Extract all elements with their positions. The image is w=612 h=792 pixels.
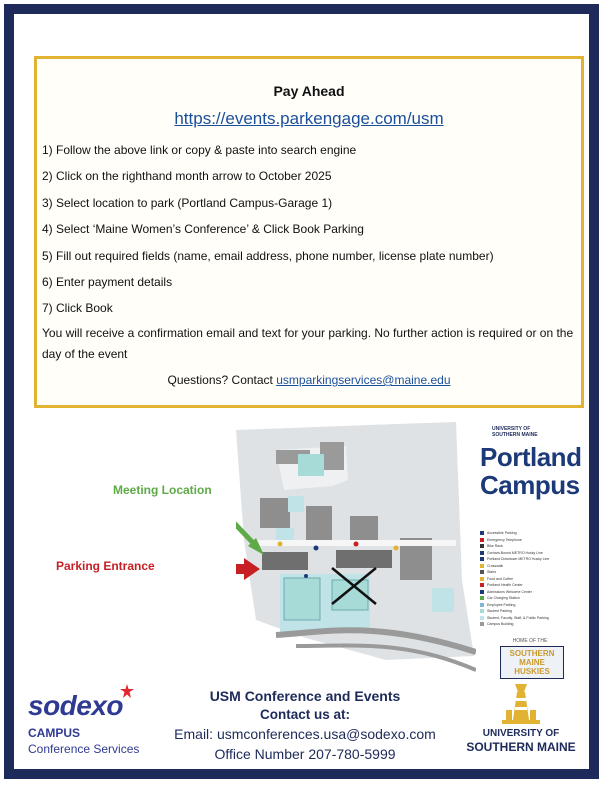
bldg-wishcamper — [336, 550, 392, 568]
questions-prefix: Questions? Contact — [167, 373, 277, 387]
sodexo-services-text: Conference Services — [28, 742, 140, 756]
bldg-center — [306, 506, 332, 540]
campus-legend-panel — [478, 420, 582, 690]
contact-email[interactable]: Email: usmconferences.usa@sodexo.com — [174, 726, 436, 742]
public-parking-swatch — [480, 616, 484, 620]
car-charging-swatch — [480, 596, 484, 600]
meeting-location-label: Meeting Location — [113, 483, 212, 497]
step-7: 7) Click Book — [42, 301, 113, 316]
steps-list — [42, 137, 575, 322]
campus-map — [236, 420, 476, 672]
marker-4 — [354, 542, 359, 547]
downtown-line-swatch — [480, 557, 484, 561]
questions-line — [37, 373, 581, 387]
legend-item: Car Charging Station — [480, 595, 549, 602]
step-1: 1) Follow the above link or copy & paste into search engine — [42, 143, 357, 157]
legend-item: Admissions Welcome Center — [480, 589, 549, 596]
parking-services-email-link[interactable]: usmparkingservices@maine.edu — [276, 373, 451, 387]
step-6: 6) Enter payment details — [42, 274, 173, 289]
legend-item: Gorham-Bound METRO Husky Line — [480, 550, 549, 557]
legend-item: Accessible Parking — [480, 530, 549, 537]
bike-rack-swatch — [480, 544, 484, 548]
bldg-abromson — [262, 552, 308, 570]
gorham-line-swatch — [480, 551, 484, 555]
campus-building-swatch — [480, 622, 484, 626]
usm-logo-line1: UNIVERSITY OF — [482, 728, 560, 739]
sodexo-campus-text: CAMPUS — [28, 726, 81, 740]
usm-logo-line2: SOUTHERN MAINE — [466, 740, 576, 754]
emergency-telephone-swatch — [480, 538, 484, 542]
contact-block — [165, 686, 445, 764]
crosswalk-swatch — [480, 564, 484, 568]
student-parking-swatch — [480, 609, 484, 613]
legend-item: Student, Faculty, Staff, & Public Parking — [480, 615, 549, 622]
marker-3 — [394, 546, 399, 551]
lot-lower-right — [432, 588, 454, 612]
admissions-swatch — [480, 590, 484, 594]
pay-ahead-title: Pay Ahead — [273, 83, 345, 99]
legend-item: Crosswalk — [480, 563, 549, 570]
parking-entrance-label: Parking Entrance — [56, 559, 155, 573]
food-coffee-swatch — [480, 577, 484, 581]
usm-small-title: UNIVERSITY OF SOUTHERN MAINE — [492, 426, 538, 438]
step-4: 4) Select ‘Maine Women’s Conference’ & Click Book Parking — [42, 222, 364, 237]
legend-item: Stairs — [480, 569, 549, 576]
step-5: 5) Fill out required fields (name, email address, phone number, license plate number) — [42, 248, 494, 263]
legend-item: Food and Coffee — [480, 576, 549, 583]
marker-1 — [278, 542, 283, 547]
home-of-text: HOME OF THE — [512, 638, 548, 644]
parkengage-link[interactable]: https://events.parkengage.com/usm — [174, 109, 444, 128]
pay-ahead-panel — [34, 56, 584, 408]
sodexo-wordmark: sodexo — [28, 690, 124, 721]
contact-subheading: Contact us at: — [259, 707, 350, 722]
stairs-swatch — [480, 570, 484, 574]
accessible-parking-swatch — [480, 531, 484, 535]
contact-heading: USM Conference and Events — [209, 688, 401, 704]
campus-title: Campus — [480, 470, 580, 500]
bldg-portland-commons — [350, 516, 378, 540]
legend-item: Campus Building — [480, 621, 549, 628]
map-legend — [480, 530, 549, 628]
legend-item: Employee Parking — [480, 602, 549, 609]
bldg-luther — [260, 498, 290, 528]
employee-parking-swatch — [480, 603, 484, 607]
lot-small-1 — [288, 496, 304, 512]
contact-phone: Office Number 207-780-5999 — [214, 746, 396, 762]
garage-1 — [284, 578, 320, 620]
legend-item: Emergency Telephone — [480, 537, 549, 544]
legend-item: Student Parking — [480, 608, 549, 615]
lot-right — [332, 580, 368, 610]
legend-item: Portland Health Center — [480, 582, 549, 589]
huskies-logo: SOUTHERN MAINE HUSKIES — [500, 646, 564, 679]
usm-lighthouse-icon — [458, 680, 584, 726]
step-2: 2) Click on the righthand month arrow to October 2025 — [42, 169, 332, 184]
marker-2 — [314, 546, 319, 551]
step-3: 3) Select location to park (Portland Campus-Garage 1) — [42, 195, 333, 210]
confirmation-note: You will receive a confirmation email and text for your parking. No further action is required or on the day of the event — [42, 326, 574, 361]
portland-title: Portland — [480, 442, 582, 472]
sodexo-logo — [28, 684, 178, 764]
usm-logo — [458, 680, 584, 766]
health-center-swatch — [480, 583, 484, 587]
marker-5 — [304, 574, 308, 578]
field-upper — [298, 454, 324, 476]
legend-item: Portland Downtown METRO Husky Line — [480, 556, 549, 563]
legend-item: Bike Rack — [480, 543, 549, 550]
